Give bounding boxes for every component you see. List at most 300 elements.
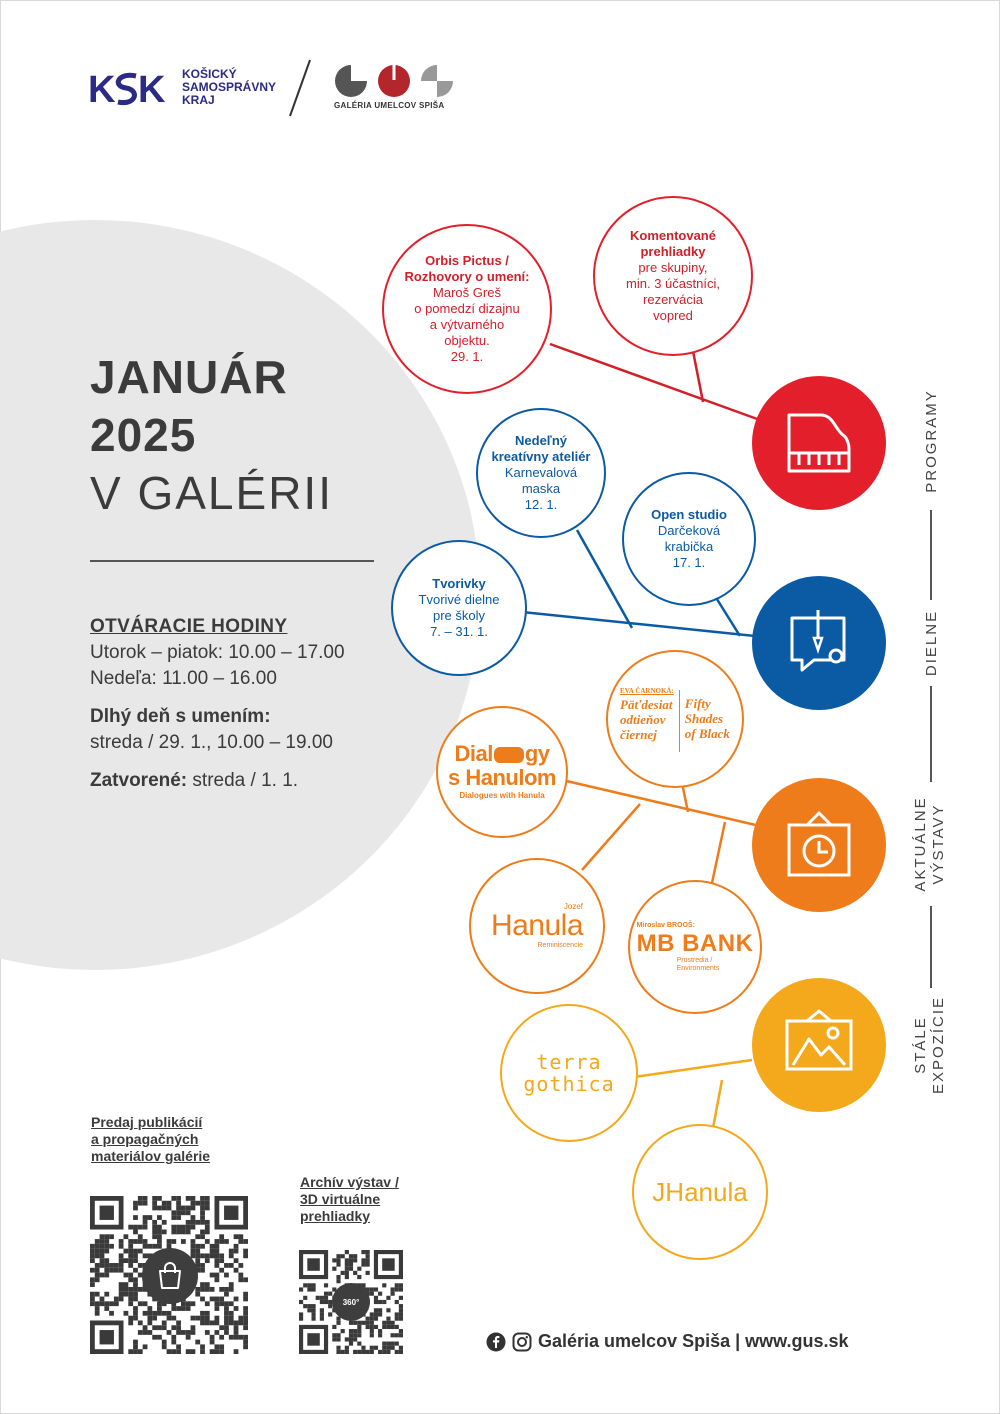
qr-module [143, 1325, 148, 1330]
qr-module [95, 1301, 100, 1306]
qr-module [382, 1346, 386, 1350]
qr-module [238, 1277, 243, 1282]
qr-module [307, 1304, 311, 1308]
qr-module [299, 1312, 303, 1316]
qr-module [143, 1311, 148, 1316]
qr-module [345, 1267, 349, 1271]
qr-module [195, 1253, 200, 1258]
qr-module [219, 1344, 224, 1349]
qr-module [195, 1249, 200, 1254]
qr-finder [100, 1206, 114, 1220]
qr-module [195, 1258, 200, 1263]
workshop-tvorivky[interactable]: Tvorivky Tvorivé dielne pre školy 7. – 31. 1. [391, 540, 527, 676]
qr-module [147, 1316, 152, 1321]
qr-module [395, 1287, 399, 1291]
permanent-terra-gothica[interactable]: terra gothica [500, 1004, 638, 1142]
workshops-hub[interactable] [752, 576, 886, 710]
qr-module [205, 1316, 210, 1321]
qr-module [219, 1349, 224, 1354]
qr-module [100, 1244, 105, 1249]
qr-module [399, 1346, 403, 1350]
qr-module [311, 1312, 315, 1316]
qr-module [152, 1206, 157, 1211]
qr-module [191, 1316, 196, 1321]
qr-module [234, 1320, 239, 1325]
qr-module [229, 1249, 234, 1254]
qr-module [128, 1225, 133, 1230]
qr-module [399, 1312, 403, 1316]
qr-module [374, 1325, 378, 1329]
qr-module [138, 1201, 143, 1206]
qr-module [238, 1239, 243, 1244]
qr-module [205, 1258, 210, 1263]
headline-month: JANUÁR [90, 351, 288, 403]
qr-module [238, 1273, 243, 1278]
qr-module [214, 1249, 219, 1254]
qr-module [386, 1325, 390, 1329]
qr-module [370, 1329, 374, 1333]
qr-module [143, 1215, 148, 1220]
qr-module [152, 1234, 157, 1239]
qr-module [119, 1297, 124, 1302]
qr-module [366, 1250, 370, 1254]
qr-module [229, 1320, 234, 1325]
qr-module [119, 1292, 124, 1297]
qr-module [138, 1330, 143, 1335]
qr-module [349, 1254, 353, 1258]
qr-module [399, 1287, 403, 1291]
qr-module [152, 1201, 157, 1206]
qr-module [210, 1287, 215, 1292]
facebook-icon[interactable] [486, 1332, 506, 1352]
qr-module [399, 1283, 403, 1287]
qr-module [181, 1206, 186, 1211]
qr-module [303, 1283, 307, 1287]
qr-module [95, 1244, 100, 1249]
qr-module [224, 1273, 229, 1278]
qr-module [361, 1262, 365, 1266]
qr-module [382, 1283, 386, 1287]
qr-module [345, 1250, 349, 1254]
qr-module [133, 1206, 138, 1211]
qr-module [349, 1267, 353, 1271]
qr-module [370, 1312, 374, 1316]
qr-module [104, 1234, 109, 1239]
program-orbis-pictus[interactable]: Orbis Pictus / Rozhovory o umení: Maroš Greš o pomedzí dizajnu a výtvarného objektu. 29. 1. [382, 224, 552, 394]
qr-module [399, 1296, 403, 1300]
qr-module [143, 1253, 148, 1258]
qr-module [243, 1320, 248, 1325]
qr-module [370, 1287, 374, 1291]
qr-module [219, 1268, 224, 1273]
qr-module [243, 1335, 248, 1340]
qr-module [143, 1196, 148, 1201]
qr-module [109, 1311, 114, 1316]
qr-module [200, 1244, 205, 1249]
qr-module [224, 1306, 229, 1311]
qr-module [243, 1316, 248, 1321]
qr-module [95, 1273, 100, 1278]
qr-module [181, 1330, 186, 1335]
side-divider [930, 686, 932, 782]
qr-module [128, 1239, 133, 1244]
qr-module [349, 1329, 353, 1333]
instagram-icon[interactable] [512, 1332, 532, 1352]
qr-module [114, 1263, 119, 1268]
qr-module [341, 1271, 345, 1275]
qr-module [234, 1258, 239, 1263]
qr-module [95, 1292, 100, 1297]
qr-module [395, 1350, 399, 1354]
ksk-logo-icon [88, 66, 176, 110]
qr-module [191, 1249, 196, 1254]
exhibition-fifty-shades[interactable]: EVA ČARNOKÁ: Päťdesiat odtieňov čiernej Fifty Shades of Black [606, 650, 744, 788]
qr-module [95, 1239, 100, 1244]
qr-finder [224, 1206, 238, 1220]
side-divider [930, 510, 932, 600]
qr-module [299, 1300, 303, 1304]
qr-module [100, 1239, 105, 1244]
exhibition-hanula-reminiscencie[interactable]: Jozef Hanula Reminiscencie [469, 858, 605, 994]
qr-module [128, 1253, 133, 1258]
qr-module [205, 1220, 210, 1225]
qr-module [171, 1325, 176, 1330]
qr-module [133, 1201, 138, 1206]
qr-module [336, 1254, 340, 1258]
qr-module [395, 1342, 399, 1346]
qr-module [119, 1253, 124, 1258]
qr-module [90, 1282, 95, 1287]
qr-module [133, 1258, 138, 1263]
qr-module [162, 1311, 167, 1316]
qr-module [152, 1316, 157, 1321]
qr-module [345, 1337, 349, 1341]
qr-module [95, 1249, 100, 1254]
qr-module [157, 1225, 162, 1230]
qr-module [341, 1254, 345, 1258]
qr-module [181, 1225, 186, 1230]
qr-module [332, 1325, 336, 1329]
qr-module [399, 1317, 403, 1321]
view-360-icon: 360° [342, 1297, 360, 1307]
qr-module [95, 1263, 100, 1268]
qr-module [143, 1244, 148, 1249]
qr-module [109, 1268, 114, 1273]
qr-module [391, 1346, 395, 1350]
qr-module [353, 1337, 357, 1341]
qr-module [210, 1349, 215, 1354]
qr-module [311, 1317, 315, 1321]
qr-module [119, 1239, 124, 1244]
qr-module [171, 1349, 176, 1354]
qr-module [395, 1317, 399, 1321]
qr-module [157, 1196, 162, 1201]
qr-module [162, 1320, 167, 1325]
qr-module [386, 1317, 390, 1321]
qr-module [124, 1292, 129, 1297]
qr-module [119, 1287, 124, 1292]
hours-title: OTVÁRACIE HODINY [90, 616, 288, 637]
qr-module [162, 1201, 167, 1206]
qr-module [100, 1253, 105, 1258]
workshop-open-studio[interactable]: Open studio Darčeková krabička 17. 1. [622, 472, 756, 606]
qr-module [147, 1330, 152, 1335]
qr-module [95, 1268, 100, 1273]
qr-module [133, 1287, 138, 1292]
qr-module [399, 1350, 403, 1354]
qr-module [124, 1273, 129, 1278]
qr-module [191, 1201, 196, 1206]
qr-module [104, 1249, 109, 1254]
qr-module [224, 1292, 229, 1297]
qr-module [128, 1320, 133, 1325]
qr-module [214, 1306, 219, 1311]
qr-module [143, 1201, 148, 1206]
qr-module [157, 1306, 162, 1311]
qr-module [374, 1308, 378, 1312]
qr-module [366, 1254, 370, 1258]
qr-module [219, 1287, 224, 1292]
qr-module [229, 1316, 234, 1321]
qr-module [219, 1301, 224, 1306]
qr-module [336, 1275, 340, 1279]
qr-module [171, 1335, 176, 1340]
qr-module [386, 1308, 390, 1312]
qr-module [386, 1346, 390, 1350]
qr-module [395, 1333, 399, 1337]
qr-module [386, 1342, 390, 1346]
qr-module [214, 1258, 219, 1263]
qr-module [171, 1230, 176, 1235]
permanent-jhanula[interactable]: JHanula [632, 1124, 768, 1260]
qr-module [349, 1342, 353, 1346]
qr-module [200, 1263, 205, 1268]
qr-module [382, 1350, 386, 1354]
qr-module [133, 1316, 138, 1321]
qr-module [186, 1335, 191, 1340]
qr-module [234, 1297, 239, 1302]
qr-module [214, 1349, 219, 1354]
qr-module [386, 1296, 390, 1300]
qr-module [214, 1301, 219, 1306]
qr-module [378, 1292, 382, 1296]
qr-module [229, 1301, 234, 1306]
qr-module [214, 1277, 219, 1282]
qr-module [324, 1283, 328, 1287]
qr-module [320, 1308, 324, 1312]
archive-link[interactable]: Archív výstav / 3D virtuálne prehliadky [300, 1174, 399, 1224]
qr-module [349, 1337, 353, 1341]
qr-module [157, 1244, 162, 1249]
qr-module [307, 1287, 311, 1291]
qr-module [224, 1320, 229, 1325]
qr-module [181, 1239, 186, 1244]
qr-module [100, 1301, 105, 1306]
hours-sunday: Nedeľa: 11.00 – 16.00 [90, 668, 277, 689]
qr-module [219, 1258, 224, 1263]
qr-module [243, 1292, 248, 1297]
qr-module [167, 1311, 172, 1316]
qr-module [361, 1258, 365, 1262]
exhibition-dialogy[interactable]: Dial gy s Hanulom Dialogues with Hanula [436, 706, 568, 838]
qr-module [378, 1300, 382, 1304]
qr-module [353, 1321, 357, 1325]
qr-module [366, 1258, 370, 1262]
qr-module [176, 1344, 181, 1349]
qr-module [124, 1287, 129, 1292]
qr-module [90, 1253, 95, 1258]
qr-module [195, 1316, 200, 1321]
qr-module [243, 1306, 248, 1311]
qr-module [176, 1201, 181, 1206]
qr-module [200, 1196, 205, 1201]
qr-module [119, 1258, 124, 1263]
qr-module [181, 1210, 186, 1215]
qr-module [349, 1262, 353, 1266]
qr-module [176, 1230, 181, 1235]
qr-module [243, 1253, 248, 1258]
qr-module [205, 1196, 210, 1201]
qr-module [328, 1312, 332, 1316]
qr-module [205, 1320, 210, 1325]
qr-module [374, 1300, 378, 1304]
qr-module [167, 1201, 172, 1206]
qr-module [133, 1311, 138, 1316]
qr-module [370, 1350, 374, 1354]
qr-module [100, 1273, 105, 1278]
qr-module [119, 1244, 124, 1249]
qr-module [152, 1225, 157, 1230]
qr-module [181, 1306, 186, 1311]
headline-year: 2025 [90, 409, 197, 461]
qr-module [186, 1210, 191, 1215]
qr-module [186, 1230, 191, 1235]
qr-module [357, 1321, 361, 1325]
qr-module [336, 1258, 340, 1262]
qr-module [353, 1329, 357, 1333]
qr-module [224, 1311, 229, 1316]
qr-module [234, 1330, 239, 1335]
qr-module [395, 1300, 399, 1304]
qr-module [114, 1297, 119, 1302]
qr-module [171, 1306, 176, 1311]
qr-module [234, 1234, 239, 1239]
hours-weekday: Utorok – piatok: 10.00 – 17.00 [90, 642, 345, 663]
qr-module [143, 1330, 148, 1335]
exhibitions-hub[interactable] [752, 778, 886, 912]
qr-module [176, 1225, 181, 1230]
qr-module [324, 1292, 328, 1296]
qr-module [210, 1244, 215, 1249]
qr-module [104, 1273, 109, 1278]
qr-module [133, 1292, 138, 1297]
qr-module [238, 1316, 243, 1321]
program-guided-tours[interactable]: Komentované prehliadky pre skupiny, min. 3 účastníci, rezervácia vopred [593, 196, 753, 356]
qr-module [200, 1287, 205, 1292]
qr-module [366, 1271, 370, 1275]
qr-module [191, 1330, 196, 1335]
svg-text:K: K [138, 69, 166, 110]
qr-module [200, 1206, 205, 1211]
qr-module [311, 1304, 315, 1308]
qr-module [186, 1330, 191, 1335]
qr-module [191, 1325, 196, 1330]
shop-link[interactable]: Predaj publikácií a propagačných materiálov galérie [91, 1114, 211, 1164]
qr-module [205, 1253, 210, 1258]
qr-module [357, 1325, 361, 1329]
qr-module [124, 1249, 129, 1254]
qr-module [109, 1301, 114, 1306]
qr-module [191, 1239, 196, 1244]
qr-module [370, 1333, 374, 1337]
qr-module [378, 1333, 382, 1337]
side-divider [930, 906, 932, 988]
headline-sub: V GALÉRII [90, 467, 333, 519]
qr-module [147, 1215, 152, 1220]
qr-module [100, 1234, 105, 1239]
programs-hub[interactable] [752, 376, 886, 510]
qr-module [176, 1325, 181, 1330]
side-label-stale: STÁLE EXPOZÍCIE [912, 995, 947, 1095]
qr-module [243, 1344, 248, 1349]
qr-module [214, 1320, 219, 1325]
qr-module [119, 1263, 124, 1268]
qr-module [332, 1337, 336, 1341]
qr-module [234, 1325, 239, 1330]
qr-module [200, 1297, 205, 1302]
qr-module [195, 1340, 200, 1345]
qr-finder [307, 1258, 319, 1270]
qr-module [157, 1325, 162, 1330]
qr-module [167, 1330, 172, 1335]
qr-module [357, 1329, 361, 1333]
qr-module [152, 1311, 157, 1316]
qr-module [210, 1335, 215, 1340]
side-label-programy: PROGRAMY [923, 389, 940, 493]
qr-module [191, 1301, 196, 1306]
qr-module [133, 1297, 138, 1302]
qr-module [307, 1308, 311, 1312]
qr-module [395, 1312, 399, 1316]
qr-module [195, 1201, 200, 1206]
qr-module [238, 1320, 243, 1325]
qr-module [386, 1321, 390, 1325]
qr-module [243, 1325, 248, 1330]
qr-module [128, 1349, 133, 1354]
qr-module [152, 1335, 157, 1340]
qr-module [90, 1258, 95, 1263]
qr-module [200, 1215, 205, 1220]
opening-hours [90, 614, 345, 794]
qr-module [119, 1268, 124, 1273]
qr-module [361, 1321, 365, 1325]
qr-module [200, 1311, 205, 1316]
qr-module [214, 1297, 219, 1302]
exhibition-mb-bank[interactable]: Miroslav BROOŠ: MB BANK Prostredia / Environments [628, 880, 762, 1014]
qr-module [345, 1258, 349, 1262]
qr-module [399, 1333, 403, 1337]
qr-module [219, 1297, 224, 1302]
qr-module [181, 1230, 186, 1235]
qr-module [128, 1244, 133, 1249]
qr-module [243, 1297, 248, 1302]
workshop-creative-atelier[interactable]: Nedeľný kreatívny ateliér Karnevalová maska 12. 1. [476, 408, 606, 538]
qr-module [195, 1287, 200, 1292]
qr-module [143, 1344, 148, 1349]
ksk-logo-text: KOŠICKÝ SAMOSPRÁVNY KRAJ [182, 67, 277, 107]
qr-module [382, 1300, 386, 1304]
permanent-hub[interactable] [752, 978, 886, 1112]
